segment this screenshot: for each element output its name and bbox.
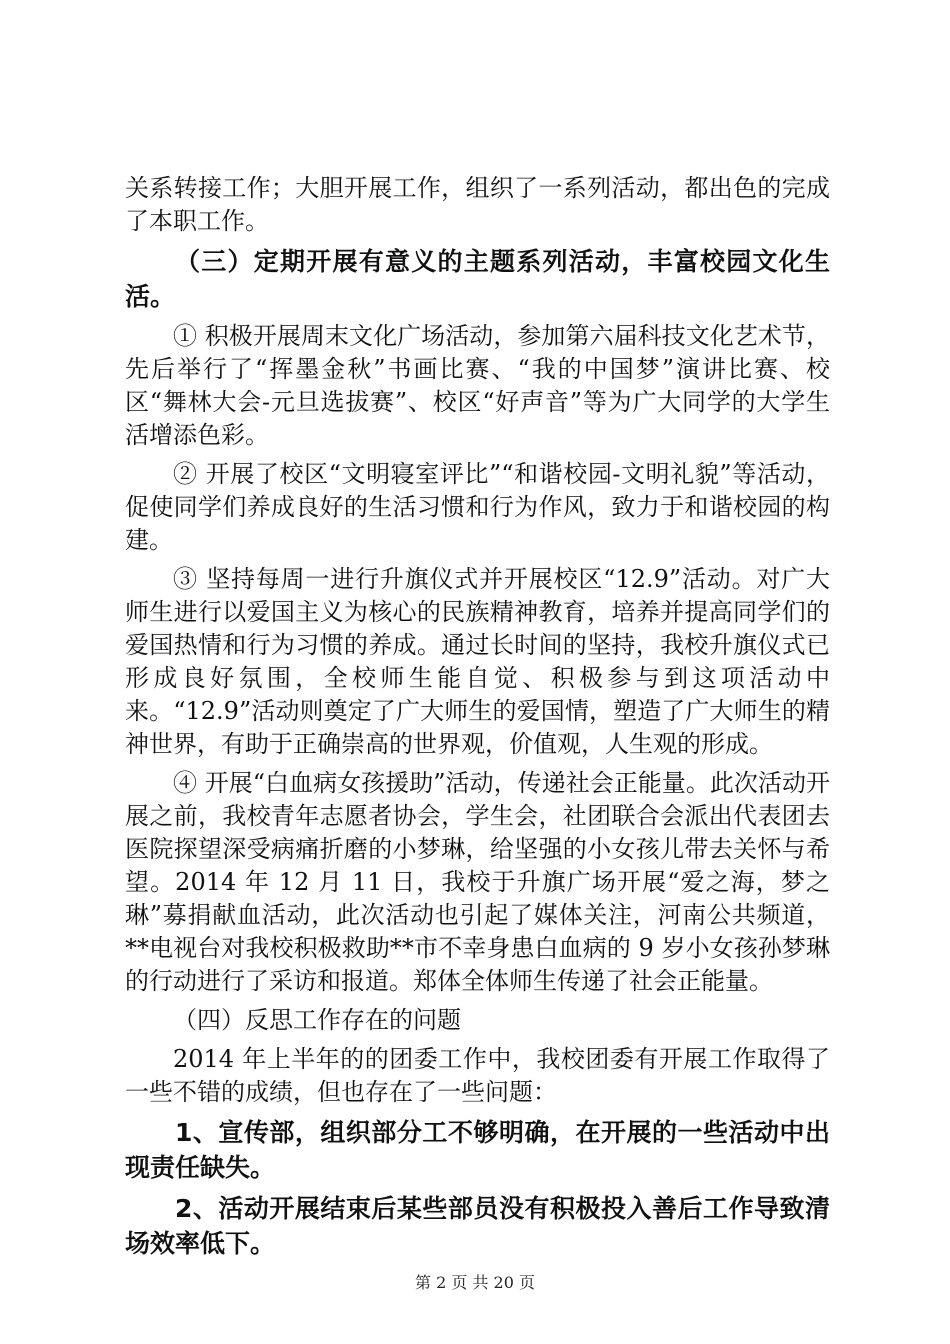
paragraph-continuation: 关系转接工作；大胆开展工作，组织了一系列活动，都出色的完成了本职工作。 [125,174,830,235]
document-body [125,172,830,1261]
paragraph-intro: 2014 年上半年的的团委工作中，我校团委有开展工作取得了一些不错的成绩，但也存在了一些问题： [125,1045,830,1106]
issue-item-2: 2、活动开展结束后某些部员没有积极投入善后工作导致清场效率低下。 [125,1194,830,1258]
list-item-3: ③ 坚持每周一进行升旗仪式并开展校区“12.9”活动。对广大师生进行以爱国主义为核心的民族精神教育，培养并提高同学们的爱国热情和行为习惯的养成。通过长时间的坚持，我校升旗仪式已形成良好氛围，全校师生能自觉、积极参与到这项活动中来。“12.9”活动则奠定了广大师生的爱国情，塑造了广大师生的精神世界，有助于正确崇高的世界观，价值观，人生观的形成。 [125,565,830,758]
section-heading-4: （四）反思工作存在的问题 [173,1006,461,1034]
list-item-4: ④ 开展“白血病女孩援助”活动，传递社会正能量。此次活动开展之前，我校青年志愿者协会，学生会，社团联合会派出代表团去医院探望深受病痛折磨的小梦琳，给坚强的小女孩儿带去关怀与希望。2014 年 12 月 11 日，我校于升旗广场开展“爱之海，梦之琳”募捐献血活动，此次活动也引起了媒体关注，河南公共频道，**电视台对我校积极救助**市不幸身患白血病的 9 岁小女孩孙梦琳的行动进行了采访和报道。郑体全体师生传递了社会正能量。 [125,769,830,995]
issue-item-1: 1、宣传部，组织部分工不够明确，在开展的一些活动中出现责任缺失。 [125,1118,830,1182]
section-heading-3: （三）定期开展有意义的主题系列活动，丰富校园文化生活。 [125,247,830,311]
list-item-1: ① 积极开展周末文化广场活动，参加第六届科技文化艺术节，先后举行了“挥墨金秋”书画比赛、“我的中国梦”演讲比赛、校区“舞林大会-元旦选拔赛”、校区“好声音”等为广大同学的大学生活增添色彩。 [125,322,830,449]
page-footer: 第 2 页 共 20 页 [415,1273,535,1292]
list-item-2: ② 开展了校区“文明寝室评比”“和谐校园-文明礼貌”等活动，促使同学们养成良好的生活习惯和行为作风，致力于和谐校园的构建。 [125,460,830,554]
